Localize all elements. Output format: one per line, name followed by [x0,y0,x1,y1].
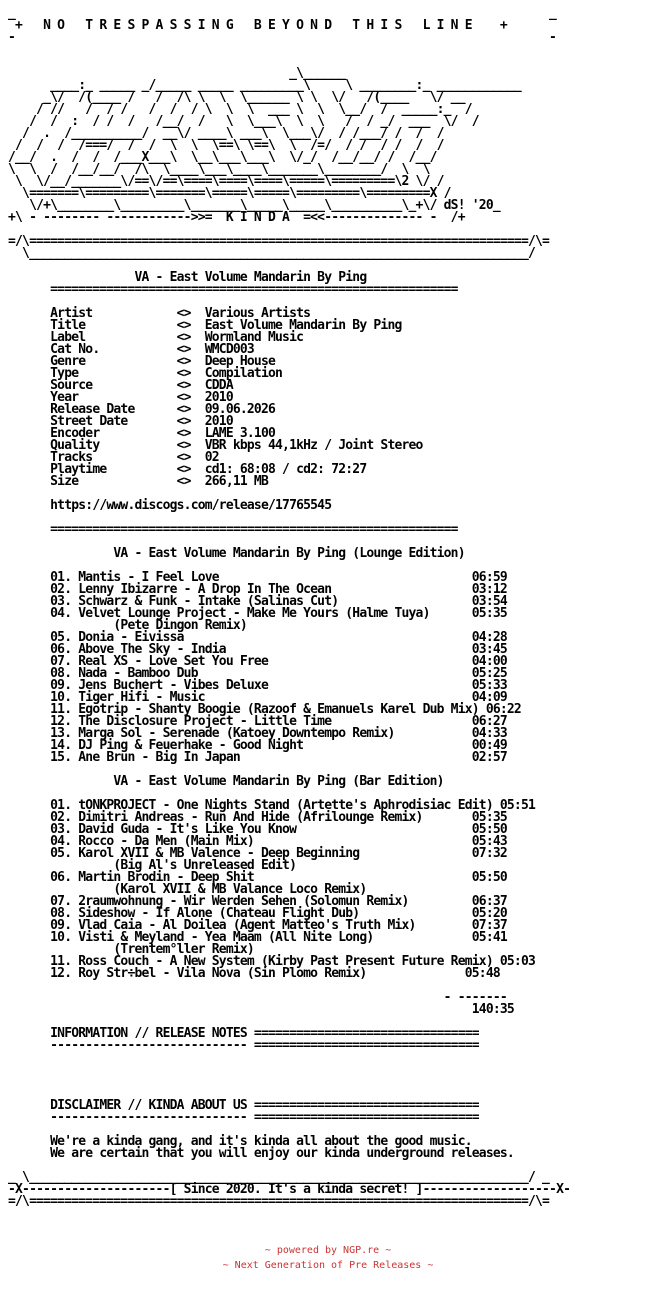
nfo-line: _\______ [8,66,346,81]
nfo-line: /__/ . / / /___X___\ \__\___\___\ \/_/ /__/__/ / /__/ [8,150,437,165]
nfo-line: Cat No. <> WMCD003 [8,342,254,357]
nfo-line: / . /__________/ __\/ ____\ ___\ \___\/ / /___/ / / / [8,126,444,141]
nfo-line: Quality <> VBR kbps 44,1kHz / Joint Stereo [8,438,423,453]
nfo-line: (Trentem°ller Remix) [8,942,254,957]
nfo-line: VA - East Volume Mandarin By Ping [8,270,367,285]
nfo-line: 05. Karol XVII & MB Valence - Deep Beginning 07:32 [8,846,507,861]
nfo-text [8,8,570,1208]
nfo-line: 05. Donia - Eivissa 04:28 [8,630,507,645]
nfo-line: _ \_______________________________________________________________________/ _ [8,1170,550,1185]
nfo-line: We are certain that you will enjoy our kinda underground releases. [8,1146,514,1161]
nfo-line: 06. Martin Brodin - Deep Shit 05:50 [8,870,507,885]
nfo-line: 09. Vlad Caia - Al Doilea (Agent Matteo's Truth Mix) 07:37 [8,918,507,933]
nfo-line: ========================================================== [8,522,458,537]
nfo-line: ____:_ _____ _/_____ _____ _________\ \ ________:_ ____________ [8,78,521,93]
nfo-line: INFORMATION // RELEASE NOTES ================================ [8,1026,479,1041]
nfo-line: 02. Lenny Ibizarre - A Drop In The Ocean 03:12 [8,582,507,597]
nfo-line: Title <> East Volume Mandarin By Ping [8,318,402,333]
nfo-line: 14. DJ Ping & Feuerhake - Good Night 00:49 [8,738,507,753]
nfo-line: ========================================================== [8,282,458,297]
nfo-line: 140:35 [8,1002,514,1017]
nfo-line: 07. Real XS - Love Set You Free 04:00 [8,654,507,669]
nfo-line: - ------- [8,990,507,1005]
nfo-line: 09. Jens Buchert - Vibes Deluxe 05:33 [8,678,507,693]
nfo-line: \/+\________\_________\_______\_____\_____\__________\_+\/ dS! '20_ [8,198,500,213]
nfo-line[interactable]: https://www.discogs.com/release/17765545 [8,498,332,513]
nfo-line: \=======\=========\=======\=====\=====\=========\=========X / [8,186,451,201]
footer [0,1243,656,1273]
nfo-line: 07. 2raumwohnung - Wir Werden Sehen (Solomun Remix) 06:37 [8,894,507,909]
nfo-line: =/\=======================================================================/\= [8,1194,550,1209]
nfo-line: Encoder <> LAME 3.100 [8,426,276,441]
nfo-line: -X---------------------[ Since 2020. It's a kinda secret! ]-------------------X- [8,1182,571,1197]
nfo-line: / / / /===/ / / \ \ \==\ \==\ \ /=/ / / / / / / [8,138,444,153]
nfo-line: \_______________________________________________________________________/ [8,246,536,261]
nfo-line: 15. Ane Brun - Big In Japan 02:57 [8,750,507,765]
nfo-line: _ _ [8,6,557,21]
nfo-line: Street Date <> 2010 [8,414,233,429]
powered-by-link[interactable]: ~ powered by NGP.re ~ [264,1245,392,1256]
nfo-line: 03. David Guda - It's Like You Know 05:50 [8,822,507,837]
nfo-line: 10. Visti & Meyland - Yea Maam (All Nite Long) 05:41 [8,930,507,945]
nfo-line: =/\=======================================================================/\= [8,234,550,249]
nfo-line: VA - East Volume Mandarin By Ping (Bar Edition) [8,774,444,789]
nfo-line: (Pete Dingon Remix) [8,618,247,633]
nfo-line: Genre <> Deep House [8,354,276,369]
nfo-line: 11. Ross Couch - A New System (Kirby Past Present Future Remix) 05:03 [8,954,536,969]
nfo-line: 02. Dimitri Andreas - Run And Hide (Afrilounge Remix) 05:35 [8,810,507,825]
nfo-line: 03. Schwarz & Funk - Intake (Salinas Cut) 03:54 [8,594,507,609]
nfo-line: 10. Tiger Hifi - Music 04:09 [8,690,507,705]
nfo-line: 13. Marga Sol - Serenade (Katoey Downtempo Remix) 04:33 [8,726,507,741]
nfo-line: Artist <> Various Artists [8,306,311,321]
nfo-line: 04. Velvet Lounge Project - Make Me Yours (Halme Tuya) 05:35 [8,606,507,621]
nfo-line: (Big Al's Unreleased Edit) [8,858,297,873]
nfo-line: + N O T R E S P A S S I N G B E Y O N D T H I S L I N E + [8,18,507,33]
nfo-line: 08. Sideshow - If Alone (Chateau Flight Dub) 05:20 [8,906,507,921]
nfo-line: VA - East Volume Mandarin By Ping (Lounge Edition) [8,546,465,561]
nfo-line: _\/ /(____ / / /\ \ \ \______ \ \ \/ /(____ \/ __ [8,90,465,105]
nfo-line: Year <> 2010 [8,390,233,405]
nfo-line: Tracks <> 02 [8,450,219,465]
nfo-line: 08. Nada - Bamboo Dub 05:25 [8,666,507,681]
nfo-line: ---------------------------- ================================ [8,1110,479,1125]
nfo-line: \ \/__/_______\/==\/==\====\====\====\=====\=========\2 \/ / [8,174,444,189]
nfo-line: Label <> Wormland Music [8,330,304,345]
nfo-line: 01. Mantis - I Feel Love 06:59 [8,570,507,585]
nfo-line: +\ - -------- ------------>>= K I N D A =<<-------------- - /+ [8,210,465,225]
nfo-line: (Karol XVII & MB Valance Loco Remix) [8,882,367,897]
nfo-line: We're a kinda gang, and it's kinda all about the good music. [8,1134,472,1149]
nfo-line: 11. Egotrip - Shanty Boogie (Razoof & Emanuels Karel Dub Mix) 06:22 [8,702,521,717]
nfo-line: 12. The Disclosure Project - Little Time 06:27 [8,714,507,729]
nfo-line: DISCLAIMER // KINDA ABOUT US ================================ [8,1098,479,1113]
nfo-line: Playtime <> cd1: 68:08 / cd2: 72:27 [8,462,367,477]
nfo-line: Source <> CDDA [8,378,233,393]
nfo-line: / / : / / / /__/ / \ \___\ \ \ / / _/ ___ \/ / [8,114,479,129]
nfo-line: Type <> Compilation [8,366,283,381]
nfo-line: ---------------------------- ================================ [8,1038,479,1053]
nfo-line: 06. Above The Sky - India 03:45 [8,642,507,657]
nfo-line: 12. Roy Str÷bel - Vila Nova (Sin Plomo Remix) 05:48 [8,966,500,981]
nfo-line: \ \ / /__/__/ /\ \____\___\____\_______\________/ \ \ [8,162,430,177]
nfo-line: Size <> 266,11 MB [8,474,268,489]
nfo-line: 01. tONKPROJECT - One Nights Stand (Artette's Aphrodisiac Edit) 05:51 [8,798,536,813]
nfo-line: Release Date <> 09.06.2026 [8,402,276,417]
nfo-line: - - [8,30,557,45]
footer-tagline: ~ Next Generation of Pre Releases ~ [222,1260,434,1271]
nfo-line: 04. Rocco - Da Men (Main Mix) 05:43 [8,834,507,849]
nfo-line: / // / / / / / / \ \ \ ___ \ \ \__/ / _____:_ / [8,102,472,117]
